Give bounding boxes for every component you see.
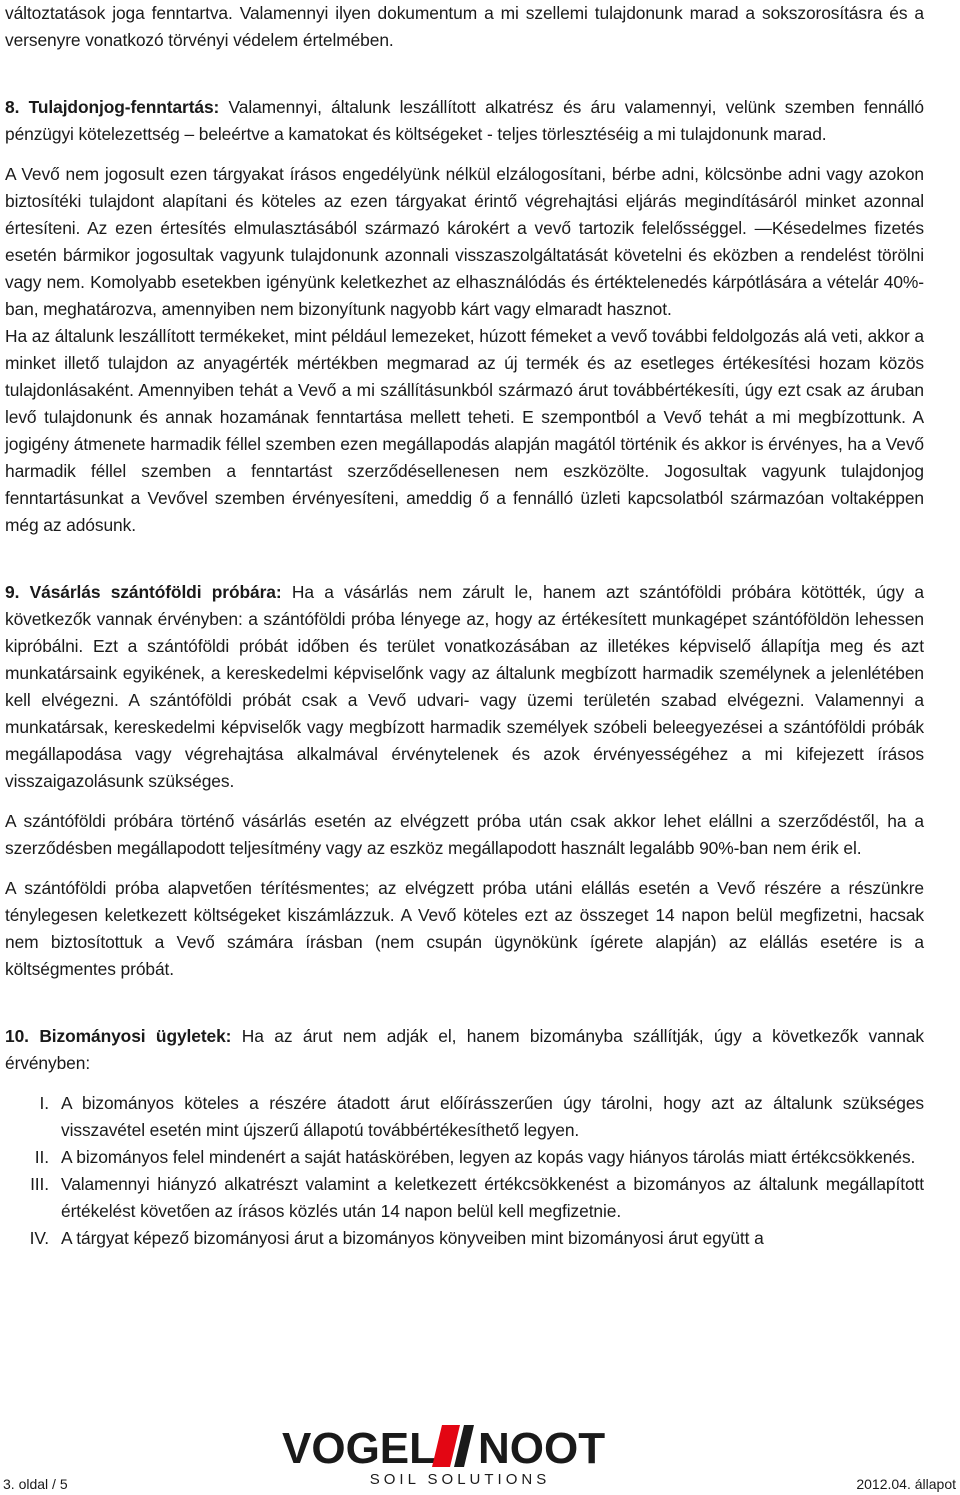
- section-8-paragraph-2: A Vevő nem jogosult ezen tárgyakat írásos engedélyünk nélkül elzálogosítani, bérbe adni, kölcsönbe adni vagy azokon biztosítéki tulajdont alapítani és köteles az ezen tárgyakat érintő végrehajtási eljárás megindításáról minket azonnal értesíteni. Az ezen értesítés elmulasztásából származó károkért a vevő tartozik felelősséggel. —Késedelmes fizetés esetén bármikor jogosultak vagyunk tulajdonunk azonnali visszaszolgáltatását követelni és eközben a rendelést törölni vagy nem. Komolyabb esetekben igényünk keletkezhet az elhasználódás és értéktelenedés kárpótlására a vételár 40%-ban, meghatározva, amennyiben nem bizonyítunk nagyobb kárt vagy elmaradt hasznot.: [5, 164, 924, 319]
- list-item: [5, 1171, 924, 1225]
- list-item: [5, 1225, 924, 1252]
- section-8-intro: [5, 94, 924, 148]
- section-10-intro: [5, 1023, 924, 1077]
- list-item-number: I.: [39, 1093, 49, 1113]
- logo-word-vogel: VOGEL: [282, 1424, 437, 1473]
- list-item-text: A bizományos felel mindenért a saját hatáskörében, legyen az kopás vagy hiányos tárolás miatt értékcsökkenés.: [61, 1147, 916, 1167]
- section-8-paragraph-3: Ha az általunk leszállított termékeket, mint például lemezeket, húzott fémeket a vevő további feldolgozás alá veti, akkor a minket illető tulajdon az anyagérték mértékben megmarad az új termék és az esetleges értékesítési hozam közös tulajdonlásaként. Amennyiben tehát a Vevő a mi szállításunkból származó árut továbbértékesíti, úgy ezt csak az áruban levő tulajdonunk és annak hozamának fenntartása mellett teheti. E szempontból a Vevő tehát a mi megbízottunk. A jogigény átmenete harmadik féllel szemben ezen megállapodás alapján magától történik és akkor is érvényes, ha a Vevő harmadik féllel szemben a fenntartást szerződésellenesen nem eszközölte. Jogosultak vagyunk tulajdonjog fenntartásunkat a Vevővel szemben érvényesíteni, ameddig ő a fennálló üzleti kapcsolatból származóan voltaképpen még az adósunk.: [5, 326, 924, 535]
- list-item-text: Valamennyi hiányzó alkatrészt valamint a keletkezett értékcsökkenést a bizományos az általunk megállapított értékelést követően az írásos közlés után 14 napon belül kell megfizetnie.: [61, 1174, 924, 1221]
- section-number: 9.: [5, 582, 20, 602]
- section-number: 10.: [5, 1026, 29, 1046]
- logo-tagline: SOIL SOLUTIONS: [369, 1471, 551, 1487]
- logo-slash-icon: [432, 1425, 474, 1467]
- page-number: 3. oldal / 5: [3, 1476, 68, 1492]
- logo-word-noot: NOOT: [478, 1424, 606, 1473]
- list-item-text: A bizományos köteles a részére átadott árut előírásszerűen úgy tárolni, hogy azt az általunk szükséges visszavétel esetén mint újszerű állapotú továbbértékesíthető legyen.: [61, 1093, 924, 1140]
- document-body: [5, 0, 924, 1252]
- list-item-number: IV.: [29, 1228, 49, 1248]
- section-9-paragraph-2: A szántóföldi próbára történő vásárlás esetén az elvégzett próba után csak akkor lehet elállni a szerződéstől, ha a szerződésben megállapodott teljesítmény vagy az eszköz megállapodott használt legalább 90%-ban nem érik el.: [5, 811, 924, 858]
- section-text: Ha az árut nem adják el, hanem bizományba szállítják, úgy a következők vannak érvényben:: [5, 1026, 924, 1073]
- list-item-number: II.: [34, 1147, 49, 1167]
- list-item-number: III.: [30, 1174, 49, 1194]
- section-title: Vásárlás szántóföldi próbára:: [29, 582, 282, 602]
- section-text: Valamennyi, általunk leszállított alkatrész és áru valamennyi, velünk szemben fennálló pénzügyi kötelezettség – beleértve a kamatokat és költségeket - teljes törlesztéséig a mi tulajdonunk marad.: [5, 97, 925, 144]
- list-item: [5, 1144, 924, 1171]
- vogel-noot-logo: [282, 1423, 636, 1487]
- section-number: 8.: [5, 97, 20, 117]
- list-item-text: A tárgyat képező bizományosi árut a bizományos könyveiben mint bizományosi árut együtt a: [61, 1228, 764, 1248]
- paragraph-continuation: változtatások joga fenntartva. Valamennyi ilyen dokumentum a mi szellemi tulajdonunk marad a sokszorosításra és a versenyre vonatkozó törvényi védelem értelmében.: [5, 3, 924, 50]
- section-9-intro: [5, 579, 924, 795]
- list-item: [5, 1090, 924, 1144]
- section-title: Tulajdonjog-fenntartás:: [28, 97, 220, 117]
- document-date: 2012.04. állapot: [856, 1476, 956, 1492]
- section-9-paragraph-3: A szántóföldi próba alapvetően térítésmentes; az elvégzett próba utáni elállás esetén a Vevő részére a részünkre ténylegesen keletkezett költségeket kiszámlázzuk. A Vevő köteles ezt az összeget 14 napon belül megfizetni, hacsak nem biztosítottuk a Vevő számára írásban (nem csupán ügynökünk ígérete alapján) az elállás esetére is a költségmentes próbát.: [5, 878, 924, 979]
- section-text: Ha a vásárlás nem zárult le, hanem azt szántóföldi próbára kötötték, úgy a következők vannak érvényben: a szántóföldi próba lényege az, hogy az értékesített munkagépet szántóföldön lehessen kipróbálni. Ezt a szántóföldi próbát időben és terület vonatkozásában az illetékes képviselő állapítja meg és azt munkatársaink egyikének, a kereskedelmi képviselőnk vagy az általunk megbízott harmadik személynek a jelenlétében kell elvégezni. A szántóföldi próbát csak a Vevő udvari- vagy üzemi területén szabad elvégezni. Valamennyi a munkatársak, kereskedelmi képviselők vagy megbízott harmadik személyek szóbeli beleegyezései a szántóföldi próbák megállapodása vagy végrehajtása alkalmával érvénytelenek és azok érvényességéhez a mi kifejezett írásos visszaigazolásunk szükséges.: [5, 582, 925, 791]
- consignment-list: [5, 1090, 924, 1252]
- logo-graphic: [282, 1423, 636, 1487]
- section-title: Bizományosi ügyletek:: [39, 1026, 232, 1046]
